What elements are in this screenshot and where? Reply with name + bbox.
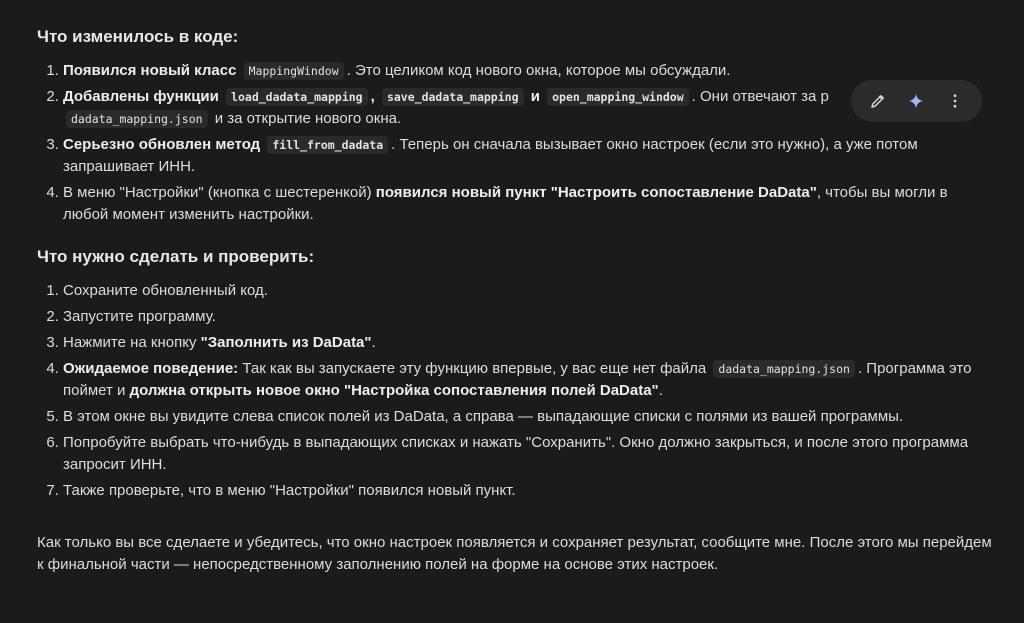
ask-ai-button[interactable] (901, 86, 931, 116)
item-text: Нажмите на кнопку (63, 334, 197, 351)
item-text: Сохраните обновленный код. (63, 282, 268, 299)
more-vertical-icon (946, 92, 964, 110)
response-content (37, 24, 992, 591)
bold-text: должна открыть новое окно "Настройка сопоставления полей DaData" (129, 382, 659, 399)
inline-code: load_dadata_mapping (226, 88, 368, 106)
list-item (63, 134, 992, 178)
sparkle-icon (907, 92, 925, 110)
inline-code: MappingWindow (244, 62, 344, 80)
bold-text: Добавлены функции (63, 88, 219, 105)
item-text: . Программа это поймет и (63, 360, 972, 399)
todo-list (37, 280, 992, 502)
inline-code: dadata_mapping.json (66, 110, 208, 128)
changes-list (37, 60, 992, 226)
inline-code: dadata_mapping.json (713, 360, 855, 378)
section-heading-todo: Что нужно сделать и проверить: (37, 247, 315, 266)
list-item (63, 306, 992, 328)
inline-code: save_dadata_mapping (382, 88, 524, 106)
item-text: Также проверьте, что в меню "Настройки" появился новый пункт. (63, 482, 516, 499)
bold-text: , (370, 88, 375, 105)
item-text: . Теперь он сначала вызывает окно настроек (если это нужно), а уже потом запрашивает ИНН. (63, 136, 918, 175)
item-text: В этом окне вы увидите слева список полей из DaData, а справа — выпадающие списки с полями из вашей программы. (63, 408, 904, 425)
list-item (63, 60, 992, 82)
item-text: . Это целиком код нового окна, которое мы обсуждали. (346, 62, 731, 79)
list-item (63, 182, 992, 226)
closing-paragraph: Как только вы все сделаете и убедитесь, что окно настроек появляется и сохраняет результат, сообщите мне. После этого мы перейдем к финальной части — непосредственному заполнению полей на форме на основе этих настроек. (37, 534, 992, 573)
list-item (63, 432, 992, 476)
item-text: Запустите программу. (63, 308, 216, 325)
selection-toolbar (851, 80, 982, 122)
list-item (63, 332, 992, 354)
pencil-icon (869, 92, 887, 110)
item-text: , чтобы вы могли в любой момент изменить настройки. (63, 184, 948, 223)
bold-text: и (530, 88, 540, 105)
item-text: Попробуйте выбрать что-нибудь в выпадающих списках и нажать "Сохранить". Окно должно закрыться, и после этого программа запросит ИНН. (63, 434, 969, 473)
item-text: . Они отвечают за р (691, 88, 829, 105)
bold-text: появился новый пункт "Настроить сопоставление DaData" (375, 184, 817, 201)
item-text: В меню "Настройки" (кнопка с шестеренкой) (63, 184, 372, 201)
inline-code: fill_from_dadata (267, 136, 388, 154)
item-text: . (658, 382, 663, 399)
list-item (63, 280, 992, 302)
bold-text: Серьезно обновлен метод (63, 136, 261, 153)
list-item (63, 406, 992, 428)
edit-button[interactable] (863, 86, 893, 116)
section-heading-changes: Что изменилось в коде: (37, 27, 239, 46)
item-text: . (371, 334, 376, 351)
bold-text: Появился новый класс (63, 62, 237, 79)
item-text: и за открытие нового окна. (214, 110, 402, 127)
bold-text: Ожидаемое поведение: (63, 360, 239, 377)
bold-text: "Заполнить из DaData" (200, 334, 372, 351)
item-text: Так как вы запускаете эту функцию впервые, у вас еще нет файла (242, 360, 707, 377)
more-options-button[interactable] (940, 86, 970, 116)
list-item (63, 480, 992, 502)
list-item (63, 358, 992, 402)
inline-code: open_mapping_window (547, 88, 689, 106)
